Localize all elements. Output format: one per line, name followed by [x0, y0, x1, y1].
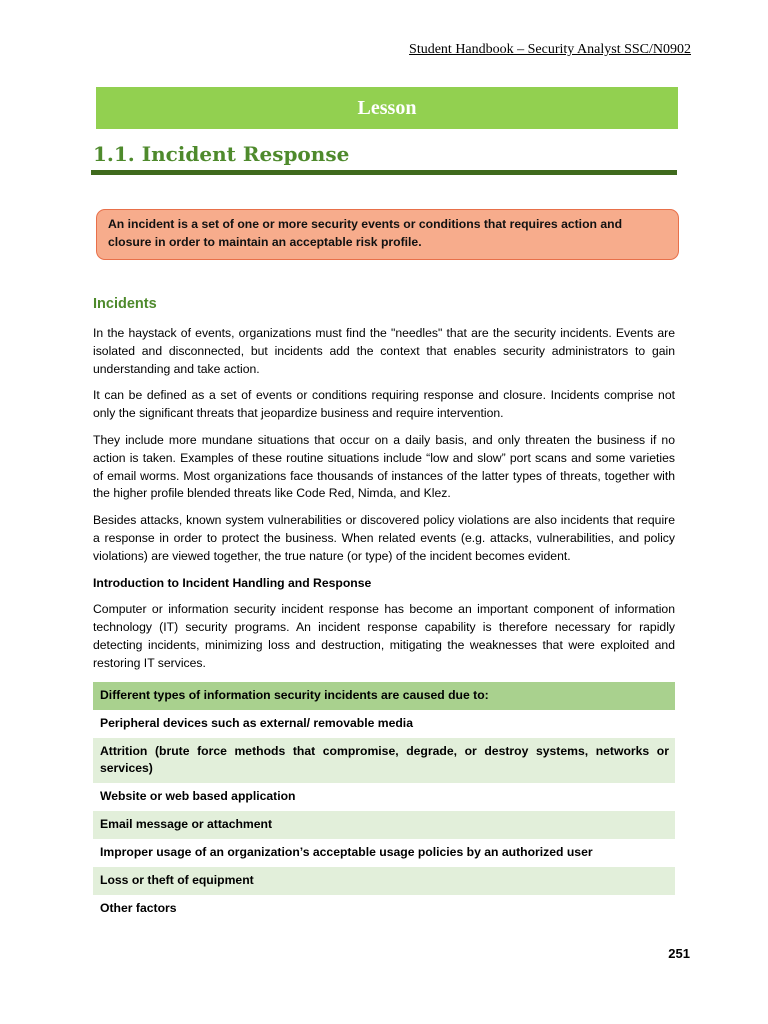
lesson-banner	[96, 87, 678, 129]
body-content	[93, 294, 675, 923]
cause-cell: Website or web based application	[100, 788, 296, 803]
intro-paragraph: Computer or information security incident response has become an important component of information technology (IT) security programs. An incident response capability is therefore necessary for rapidly detecting incidents, minimizing loss and destruction, mitigating the weaknesses that were exploited and restoring IT services.	[93, 602, 675, 670]
cause-cell: Loss or theft of equipment	[93, 867, 675, 895]
table-row	[93, 710, 675, 738]
table-row	[93, 811, 675, 839]
table-row	[93, 839, 675, 867]
running-header: Student Handbook – Security Analyst SSC/N0902	[409, 42, 691, 57]
incidents-heading: Incidents	[93, 296, 157, 312]
cause-cell: Peripheral devices such as external/ removable media	[100, 715, 413, 730]
cause-cell: Attrition (brute force methods that compromise, degrade, or destroy systems, networks or services)	[93, 738, 675, 783]
table-row	[93, 738, 675, 783]
incidents-paragraph: In the haystack of events, organizations must find the "needles" that are the security incidents. Events are isolated and disconnected, but incidents add the context that enables security administrators to gain understanding and take action.	[93, 326, 675, 376]
title-divider	[91, 170, 677, 175]
incidents-paragraph: They include more mundane situations that occur on a daily basis, and only threaten the business if no action is taken. Examples of these routine situations include “low and slow” port scans and some varieties of email worms. Most organizations face thousands of instances of the latter types of threats, together with the higher profile blended threats like Code Red, Nimda, and Klez.	[93, 432, 675, 501]
table-row	[93, 783, 675, 811]
page-number: 251	[668, 946, 690, 961]
causes-table-header: Different types of information security incidents are caused due to:	[93, 682, 675, 710]
intro-heading: Introduction to Incident Handling and Response	[93, 575, 372, 590]
causes-table-header-row	[93, 682, 675, 710]
incidents-paragraph: Besides attacks, known system vulnerabilities or discovered policy violations are also incidents that require a response in order to protect the business. When related events (e.g. attacks, vulnerabilities, and policy violations) are viewed together, the true nature (or type) of the incident becomes evident.	[93, 513, 675, 563]
cause-cell: Email message or attachment	[93, 811, 675, 839]
cause-cell: Other factors	[100, 900, 177, 915]
definition-callout: An incident is a set of one or more security events or conditions that requires action and closure in order to maintain an acceptable risk profile.	[96, 209, 679, 260]
causes-table	[93, 682, 675, 923]
section-title: 1.1. Incident Response	[93, 142, 350, 166]
lesson-banner-label: Lesson	[357, 96, 417, 119]
cause-cell: Improper usage of an organization’s acceptable usage policies by an authorized user	[100, 844, 593, 859]
table-row	[93, 867, 675, 895]
table-row	[93, 895, 675, 923]
incidents-paragraph: It can be defined as a set of events or conditions requiring response and closure. Incidents comprise not only the significant threats that jeopardize business and require intervention.	[93, 388, 675, 421]
